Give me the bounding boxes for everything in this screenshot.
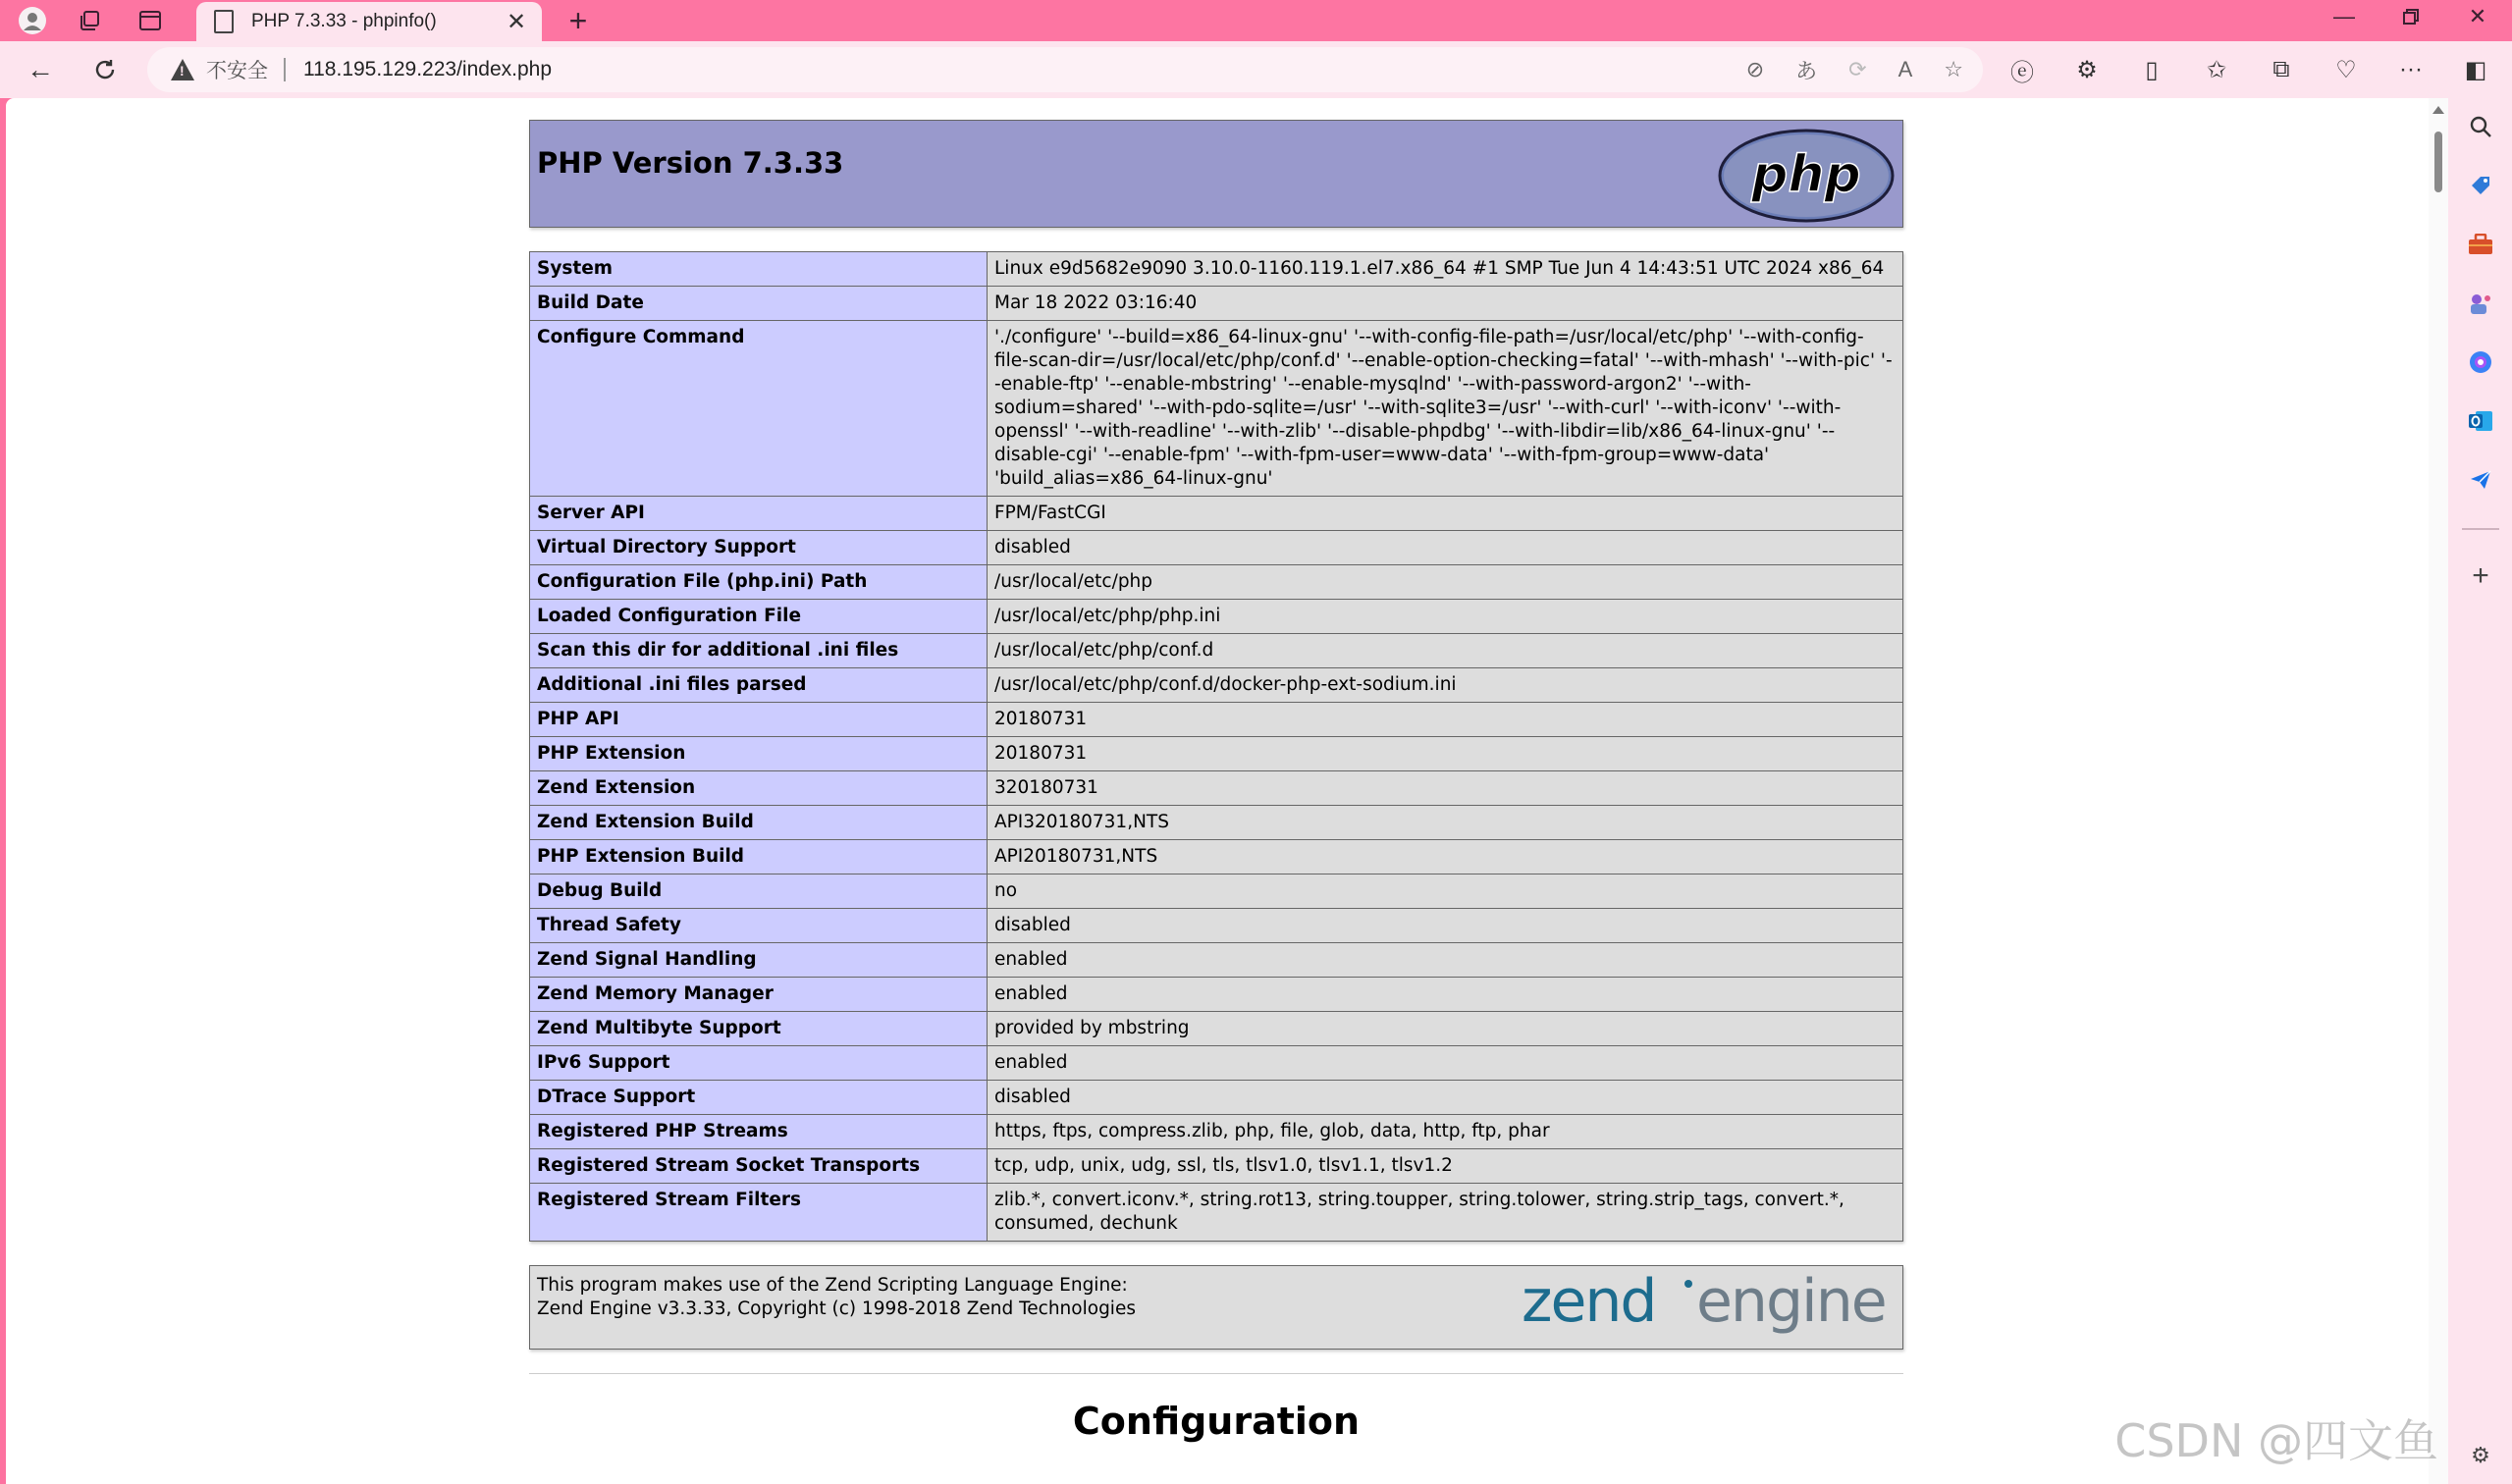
add-icon[interactable]: +	[2472, 559, 2489, 592]
row-value: Mar 18 2022 03:16:40	[988, 287, 1903, 321]
row-label: Zend Multibyte Support	[530, 1012, 988, 1046]
table-row	[530, 1046, 1903, 1081]
zend-notice-line1: This program makes use of the Zend Scripting Language Engine:	[537, 1275, 1128, 1296]
row-label: IPv6 Support	[530, 1046, 988, 1081]
phpinfo-content	[529, 120, 1903, 1443]
tag-icon[interactable]	[2464, 169, 2497, 202]
row-label: System	[530, 252, 988, 287]
zend-notice-line2: Zend Engine v3.3.33, Copyright (c) 1998-2018 Zend Technologies	[537, 1298, 1136, 1319]
row-value: /usr/local/etc/php	[988, 565, 1903, 600]
security-label[interactable]: 不安全	[206, 60, 268, 82]
more-icon[interactable]: ···	[2399, 56, 2423, 82]
row-label: Server API	[530, 497, 988, 531]
title-bar	[0, 0, 2512, 41]
row-label: PHP API	[530, 703, 988, 737]
warning-icon[interactable]	[171, 59, 194, 80]
profile-avatar-icon[interactable]	[16, 4, 49, 37]
browser-toolbar	[0, 41, 2512, 98]
row-label: Zend Extension Build	[530, 806, 988, 840]
row-value: zlib.*, convert.iconv.*, string.rot13, string.toupper, string.tolower, string.strip_tags, convert.*, consumed, dechunk	[988, 1184, 1903, 1242]
table-row	[530, 943, 1903, 978]
refresh-button[interactable]	[86, 51, 124, 88]
search-icon[interactable]	[2464, 110, 2497, 143]
vertical-tabs-icon[interactable]	[134, 4, 167, 37]
section-divider	[529, 1373, 1903, 1374]
puzzle-icon[interactable]: ⚙	[2076, 56, 2098, 83]
zend-logo-word2: engine	[1696, 1270, 1886, 1336]
row-value: enabled	[988, 978, 1903, 1012]
table-row	[530, 600, 1903, 634]
table-row	[530, 287, 1903, 321]
new-tab-button[interactable]: +	[568, 2, 588, 38]
row-value: /usr/local/etc/php/php.ini	[988, 600, 1903, 634]
table-row	[530, 252, 1903, 287]
row-label: Registered Stream Socket Transports	[530, 1149, 988, 1184]
row-value: FPM/FastCGI	[988, 497, 1903, 531]
row-value: https, ftps, compress.zlib, php, file, glob, data, http, ftp, phar	[988, 1115, 1903, 1149]
row-value: disabled	[988, 531, 1903, 565]
row-label: Loaded Configuration File	[530, 600, 988, 634]
sidebar-settings-icon[interactable]: ⚙	[2471, 1443, 2490, 1467]
row-value: enabled	[988, 943, 1903, 978]
row-value: API20180731,NTS	[988, 840, 1903, 874]
table-row	[530, 1115, 1903, 1149]
php-version-header	[529, 120, 1903, 228]
row-value: /usr/local/etc/php/conf.d/docker-php-ext-sodium.ini	[988, 668, 1903, 703]
translate-icon[interactable]: あ	[1795, 58, 1818, 83]
row-label: Zend Extension	[530, 771, 988, 806]
read-aloud-icon[interactable]: A	[1897, 57, 1913, 81]
edge-sidebar	[2448, 98, 2512, 1484]
row-label: PHP Extension	[530, 737, 988, 771]
row-value: 320180731	[988, 771, 1903, 806]
row-value: Linux e9d5682e9090 3.10.0-1160.119.1.el7.x86_64 #1 SMP Tue Jun 4 14:43:51 UTC 2024 x86_64	[988, 252, 1903, 287]
copilot-icon[interactable]	[2464, 345, 2497, 379]
table-row	[530, 874, 1903, 909]
table-row	[530, 703, 1903, 737]
close-tab-icon[interactable]: ✕	[506, 8, 527, 35]
table-row	[530, 668, 1903, 703]
row-label: Configuration File (php.ini) Path	[530, 565, 988, 600]
row-label: Registered PHP Streams	[530, 1115, 988, 1149]
extension-e-icon[interactable]: ⓔ	[2010, 59, 2034, 86]
php-logo-icon[interactable]	[1718, 129, 1895, 223]
page-viewport	[6, 98, 2448, 1484]
row-value: provided by mbstring	[988, 1012, 1903, 1046]
row-label: Zend Signal Handling	[530, 943, 988, 978]
collections-icon[interactable]: ⧉	[2272, 56, 2290, 82]
scroll-up-arrow-icon[interactable]	[2432, 106, 2444, 114]
send-icon[interactable]	[2464, 463, 2497, 497]
workspaces-icon[interactable]	[73, 4, 106, 37]
sidebar-toggle-icon[interactable]: ◧	[2464, 56, 2487, 83]
row-label: DTrace Support	[530, 1081, 988, 1115]
row-value: /usr/local/etc/php/conf.d	[988, 634, 1903, 668]
tab-phpinfo[interactable]	[196, 2, 542, 41]
table-row	[530, 909, 1903, 943]
table-row	[530, 771, 1903, 806]
restore-button[interactable]	[2378, 0, 2444, 33]
row-label: PHP Extension Build	[530, 840, 988, 874]
row-label: Zend Memory Manager	[530, 978, 988, 1012]
table-row	[530, 806, 1903, 840]
table-row	[530, 321, 1903, 497]
table-row	[530, 840, 1903, 874]
row-value: disabled	[988, 1081, 1903, 1115]
address-bar[interactable]	[147, 47, 1983, 92]
table-row	[530, 1081, 1903, 1115]
minimize-button[interactable]: —	[2333, 4, 2355, 28]
reader-off-icon[interactable]: ⊘	[1745, 57, 1765, 81]
row-label: Debug Build	[530, 874, 988, 909]
row-value: no	[988, 874, 1903, 909]
table-row	[530, 634, 1903, 668]
favorite-star-icon[interactable]: ☆	[1944, 57, 1963, 81]
tab-title: PHP 7.3.33 - phpinfo()	[251, 11, 437, 31]
zend-engine-box	[529, 1265, 1903, 1350]
table-row	[530, 1184, 1903, 1242]
page-icon	[214, 10, 234, 33]
page-title: PHP Version 7.3.33	[537, 146, 844, 180]
sidebar-divider	[2462, 528, 2499, 530]
url-text[interactable]: 118.195.129.223/index.php	[303, 58, 553, 80]
csdn-watermark: CSDN @四文鱼	[2114, 1414, 2438, 1467]
back-button[interactable]: ←	[27, 54, 54, 84]
row-value: 20180731	[988, 737, 1903, 771]
table-row	[530, 565, 1903, 600]
outlook-icon[interactable]	[2464, 404, 2497, 438]
close-window-button[interactable]: ✕	[2468, 4, 2487, 28]
row-value: enabled	[988, 1046, 1903, 1081]
row-value: API320180731,NTS	[988, 806, 1903, 840]
performance-icon[interactable]: ♡	[2335, 56, 2357, 83]
table-row	[530, 737, 1903, 771]
table-row	[530, 978, 1903, 1012]
table-row	[530, 531, 1903, 565]
zend-logo-word1: zend	[1522, 1270, 1656, 1336]
row-value: './configure' '--build=x86_64-linux-gnu' '--with-config-file-path=/usr/local/etc/php' '--with-config-file-scan-dir=/usr/local/etc/php/conf.d' '--enable-option-checking=fatal' '--with-mhash' '--with-pic' '--enable-ftp' '--enable-mbstring' '--enable-mysqlnd' '--with-password-argon2' '--with-sodium=shared' '--with-pdo-sqlite=/usr' '--with-sqlite3=/usr' '--with-curl' '--with-iconv' '--with-openssl' '--with-readline' '--with-zlib' '--disable-phpdbg' '--with-libdir=lib/x86_64-linux-gnu' '--disable-cgi' '--enable-fpm' '--with-fpm-user=www-data' '--with-fpm-group=www-data' 'build_alias=x86_64-linux-gnu'	[988, 321, 1903, 497]
row-label: Registered Stream Filters	[530, 1184, 988, 1242]
row-label: Scan this dir for additional .ini files	[530, 634, 988, 668]
row-label: Configure Command	[530, 321, 988, 497]
toolbox-icon[interactable]	[2464, 228, 2497, 261]
favorites-icon[interactable]: ✩	[2206, 56, 2227, 83]
table-row	[530, 1149, 1903, 1184]
row-value: 20180731	[988, 703, 1903, 737]
scroll-thumb[interactable]	[2434, 132, 2442, 192]
games-icon[interactable]	[2464, 287, 2497, 320]
zend-engine-logo-icon[interactable]	[1522, 1270, 1895, 1347]
page-scrollbar[interactable]	[2429, 98, 2448, 1484]
row-value: disabled	[988, 909, 1903, 943]
row-label: Thread Safety	[530, 909, 988, 943]
system-info-table	[529, 251, 1903, 1242]
php-logo-text: php	[1751, 145, 1861, 204]
split-screen-icon[interactable]: ▯	[2145, 56, 2159, 83]
row-value: tcp, udp, unix, udg, ssl, tls, tlsv1.0, tlsv1.1, tlsv1.2	[988, 1149, 1903, 1184]
row-label: Additional .ini files parsed	[530, 668, 988, 703]
refresh-circle-icon[interactable]: ⟳	[1848, 57, 1867, 81]
divider	[284, 58, 286, 81]
configuration-heading: Configuration	[1072, 1400, 1361, 1443]
table-row	[530, 497, 1903, 531]
table-row	[530, 1012, 1903, 1046]
row-label: Virtual Directory Support	[530, 531, 988, 565]
row-label: Build Date	[530, 287, 988, 321]
